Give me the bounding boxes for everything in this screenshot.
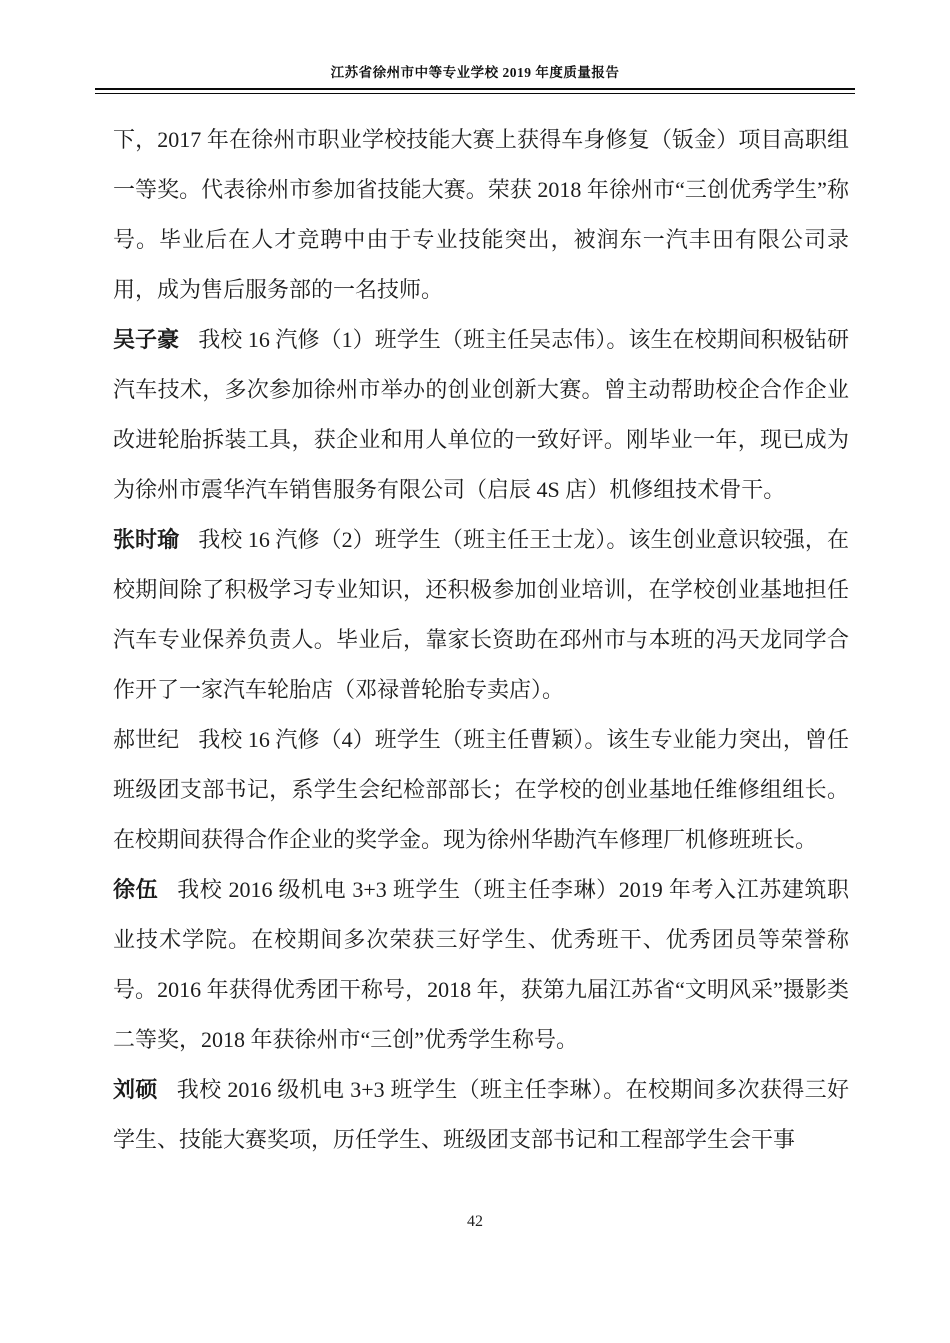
header-rule-thick-line [95,88,855,90]
paragraph [113,715,849,865]
student-name: 徐伍 [113,877,159,902]
student-name: 郝世纪 [113,727,180,752]
student-name: 刘硕 [113,1077,158,1102]
page-footer [0,1213,950,1231]
paragraph [113,1065,849,1165]
student-name: 张时瑜 [113,527,180,552]
document-body [113,115,849,1165]
header-rule-thin-line [95,93,855,94]
paragraph-text: 我校 16 汽修（4）班学生（班主任曹颖）。该生专业能力突出，曾任班级团支部书记，系学生会纪检部部长；在学校的创业基地任维修组组长。在校期间获得合作企业的奖学金。现为徐州华勘汽车修理厂机修班班长。 [113,727,849,852]
paragraph [113,865,849,1065]
paragraph-text: 我校 2016 级机电 3+3 班学生（班主任李琳）。在校期间多次获得三好学生、技能大赛奖项，历任学生、班级团支部书记和工程部学生会干事 [113,1077,849,1152]
paragraph [113,115,849,315]
student-name: 吴子豪 [113,327,180,352]
page-number: 42 [467,1213,483,1230]
paragraph-text: 下，2017 年在徐州市职业学校技能大赛上获得车身修复（钣金）项目高职组一等奖。代表徐州市参加省技能大赛。荣获 2018 年徐州市“三创优秀学生”称号。毕业后在人才竞聘中由于专业技能突出，被润东一汽丰田有限公司录用，成为售后服务部的一名技师。 [113,127,849,302]
paragraph-text: 我校 2016 级机电 3+3 班学生（班主任李琳）2019 年考入江苏建筑职业技术学院。在校期间多次荣获三好学生、优秀班干、优秀团员等荣誉称号。2016 年获得优秀团干称号，2018 年，获第九届江苏省“文明风采”摄影类二等奖，2018 年获徐州市“三创”优秀学生称号。 [113,877,849,1052]
paragraph [113,315,849,515]
paragraph [113,515,849,715]
header-title: 江苏省徐州市中等专业学校 2019 年度质量报告 [330,65,620,80]
header-rule [95,88,855,94]
paragraph-text: 我校 16 汽修（1）班学生（班主任吴志伟）。该生在校期间积极钻研汽车技术，多次参加徐州市举办的创业创新大赛。曾主动帮助校企合作企业改进轮胎拆装工具，获企业和用人单位的一致好评。刚毕业一年，现已成为为徐州市震华汽车销售服务有限公司（启辰 4S 店）机修组技术骨干。 [113,327,849,502]
paragraph-text: 我校 16 汽修（2）班学生（班主任王士龙）。该生创业意识较强，在校期间除了积极学习专业知识，还积极参加创业培训，在学校创业基地担任汽车专业保养负责人。毕业后，靠家长资助在邳州市与本班的冯天龙同学合作开了一家汽车轮胎店（邓禄普轮胎专卖店）。 [113,527,849,702]
